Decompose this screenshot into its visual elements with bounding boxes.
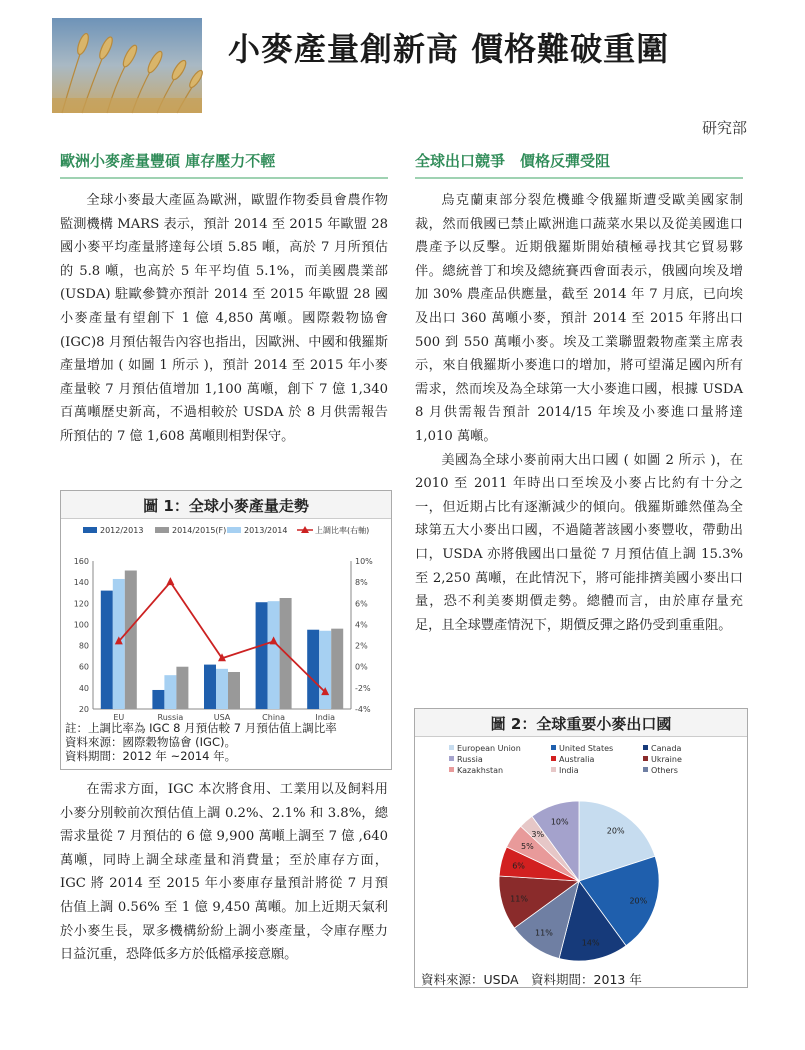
y-tick-label: 40 — [78, 683, 89, 693]
bar-USA-2 — [216, 669, 228, 709]
bar-India-2 — [319, 631, 331, 709]
bar-USA-1 — [228, 672, 240, 709]
author: 研究部 — [701, 119, 747, 137]
bar-EU-0 — [101, 591, 113, 709]
pie-data-label: 3% — [531, 830, 545, 840]
wheat-photo-icon — [52, 18, 202, 113]
y-tick-label: 80 — [78, 641, 89, 651]
y-tick-label: 60 — [78, 662, 89, 672]
line-point-Russia — [166, 577, 174, 585]
y2-tick-label: 10% — [355, 557, 373, 566]
pie-legend-label: Australia — [559, 755, 595, 764]
section-heading-right: 全球出口競爭 價格反彈受阻 — [415, 150, 743, 179]
x-tick-label: China — [262, 713, 286, 722]
figure-1-title: 圖 1：全球小麥產量走勢 — [61, 491, 391, 519]
pie-data-label: 5% — [521, 841, 534, 851]
y2-tick-label: 0% — [355, 662, 368, 672]
pie-legend-label: European Union — [457, 744, 521, 753]
page-title: 小麥產量創新高 價格難破重圍 — [228, 30, 670, 68]
x-tick-label: India — [315, 713, 336, 722]
pie-data-label: 6% — [512, 861, 525, 871]
pie-legend-swatch — [643, 756, 648, 761]
legend-swatch-1 — [155, 527, 169, 533]
section-heading-left: 歐洲小麥產量豐碩 庫存壓力不輕 — [60, 150, 388, 179]
bar-Russia-1 — [176, 667, 188, 709]
legend-label-2: 2013/2014 — [244, 526, 288, 535]
y-tick-label: 120 — [73, 599, 89, 609]
y-tick-label: 140 — [73, 578, 89, 588]
figure-1-note: 註：上調比率為 IGC 8 月預估較 7 月預估值上調比率 — [65, 721, 337, 735]
y-tick-label: 20 — [78, 705, 89, 714]
figure-2 — [414, 708, 748, 988]
right-column — [415, 150, 743, 637]
pie-legend-label: Kazakhstan — [457, 766, 504, 775]
y2-tick-label: 8% — [355, 578, 368, 588]
pie-data-label: 20% — [606, 826, 625, 836]
y-tick-label: 100 — [73, 620, 89, 630]
legend-label-0: 2012/2013 — [100, 526, 144, 535]
figure-2-title: 圖 2：全球重要小麥出口國 — [415, 709, 747, 737]
x-tick-label: Russia — [157, 713, 184, 722]
pie-legend-swatch — [551, 756, 556, 761]
paragraph: 美國為全球小麥前兩大出口國 ( 如圖 2 所示 )，在 2010 至 2011 年時出口至埃及小麥占比約有十分之一，但近期占比有逐漸減少的傾向。俄羅斯雖然僅為全球第五大小麥出口國，不過隨著該國小麥豐收，帶動出口，USDA 亦將俄國出口量從 7 月預估值上調 15.3% 至 2,250 萬噸，在此情況下，將可能排擠美國小麥出口量，恐不利美麥期價走勢。總體而言，由於庫存量充足，且全球豐產情況下，期價反彈之路仍受到重重阻。 — [415, 452, 743, 633]
legend-label-1: 2014/2015(F) — [172, 526, 227, 535]
x-tick-label: EU — [113, 713, 125, 722]
paragraph: 全球小麥最大產區為歐洲，歐盟作物委員會農作物監測機構 MARS 表示，預計 2014 至 2015 年歐盟 28 國小麥平均產量將達每公頃 5.85 噸，高於 7 月所預估的 5.8 噸，也高於 5 年平均值 5.1%，而美國農業部 (USDA) 駐歐參贊亦預計 2014 至 2015 年歐盟 28 國小麥產量有望創下 1 億 4,850 萬噸。國際穀物協會 (IGC)8 月預估報告內容也指出，因歐洲、中國和俄羅斯產量增加 ( 如圖 1 所示 )，預計 2014 至 2015 年小麥產量較 7 月預估值增加 1,100 萬噸，創下 7 億 1,340 百萬噸歷史新高，不過相較於 USDA 於 8 月供需報告所預估的 7 億 1,608 萬噸則相對保守。 — [60, 193, 388, 444]
left-column — [60, 150, 388, 449]
pie-data-label: 14% — [581, 938, 600, 948]
bar-China-2 — [268, 601, 280, 709]
y-tick-label: 160 — [73, 557, 89, 566]
figure-1-period: 資料期間：2012 年 ~2014 年。 — [65, 749, 237, 763]
pie-data-label: 10% — [550, 817, 569, 827]
bar-China-0 — [256, 602, 268, 709]
pie-legend-swatch — [449, 745, 454, 750]
figure-1 — [60, 490, 392, 770]
figure-1-source: 資料來源：國際穀物協會 (IGC)。 — [65, 735, 236, 749]
bar-Russia-0 — [152, 690, 164, 709]
left-column-continued — [60, 778, 388, 967]
pie-legend-swatch — [643, 745, 648, 750]
pie-data-label: 11% — [510, 894, 528, 904]
pie-legend-label: Russia — [457, 755, 483, 764]
paragraph: 烏克蘭東部分裂危機雖令俄羅斯遭受歐美國家制裁，然而俄國已禁止歐洲進口蔬菜水果以及從美國進口農產予以反擊。近期俄羅斯開始積極尋找其它貿易夥伴。總統普丁和埃及總統賽西會面表示，俄國向埃及增加 30% 農產品供應量，截至 2014 年 7 月底，已向埃及出口 360 萬噸小麥，預計 2014 至 2015 年將出口 500 到 550 萬噸小麥。埃及工業聯盟穀物產業主席表示，來自俄羅斯小麥進口的增加，將可望滿足國內所有需求，然而埃及為全球第一大小麥進口國，根據 USDA 8 月供需報告預計 2014/15 年埃及小麥進口量將達 1,010 萬噸。 — [415, 193, 743, 444]
pie-data-label: 11% — [535, 928, 553, 938]
bar-India-1 — [331, 629, 343, 709]
bar-India-0 — [307, 630, 319, 709]
pie-legend-label: India — [559, 766, 579, 775]
legend-swatch-0 — [83, 527, 97, 533]
bar-Russia-2 — [164, 675, 176, 709]
pie-legend-swatch — [449, 767, 454, 772]
y2-tick-label: 6% — [355, 599, 368, 609]
pie-legend-label: Canada — [651, 744, 682, 753]
bar-EU-1 — [125, 571, 137, 709]
wheat-photo — [52, 18, 202, 113]
pie-chart — [415, 737, 747, 969]
pie-legend-label: Others — [651, 766, 678, 775]
pie-legend-label: United States — [559, 744, 614, 753]
paragraph: 在需求方面，IGC 本次將食用、工業用以及飼料用小麥分別較前次預估值上調 0.2%、2.1% 和 3.8%，總需求量從 7 月預估的 6 億 9,900 萬噸上調至 7 億 ,640 萬噸，同時上調全球產量和消費量；至於庫存方面，IGC 將 2014 至 2015 年小麥庫存量預計將從 7 月預估值上調 0.56% 至 1 億 9,450 萬噸。加上近期天氣利於小麥生長，眾多機構紛紛上調小麥產量，令庫存壓力日益沉重，恐降低多方於低檔承接意願。 — [60, 782, 388, 963]
pie-legend-swatch — [551, 767, 556, 772]
bar-chart — [61, 519, 391, 722]
pie-legend-label: Ukraine — [651, 755, 682, 764]
x-tick-label: USA — [213, 713, 231, 722]
figure-2-source: 資料來源：USDA 資料期間：2013 年 — [421, 972, 642, 987]
y2-tick-label: -4% — [355, 705, 371, 714]
bar-USA-0 — [204, 665, 216, 709]
pie-legend-swatch — [551, 745, 556, 750]
pie-legend-swatch — [643, 767, 648, 772]
pie-legend-swatch — [449, 756, 454, 761]
y2-tick-label: -2% — [355, 683, 371, 693]
pie-data-label: 20% — [629, 896, 648, 906]
legend-swatch-2 — [227, 527, 241, 533]
legend-label-line: 上調比率(右軸) — [315, 526, 370, 535]
y2-tick-label: 2% — [355, 641, 368, 651]
y2-tick-label: 4% — [355, 620, 368, 630]
